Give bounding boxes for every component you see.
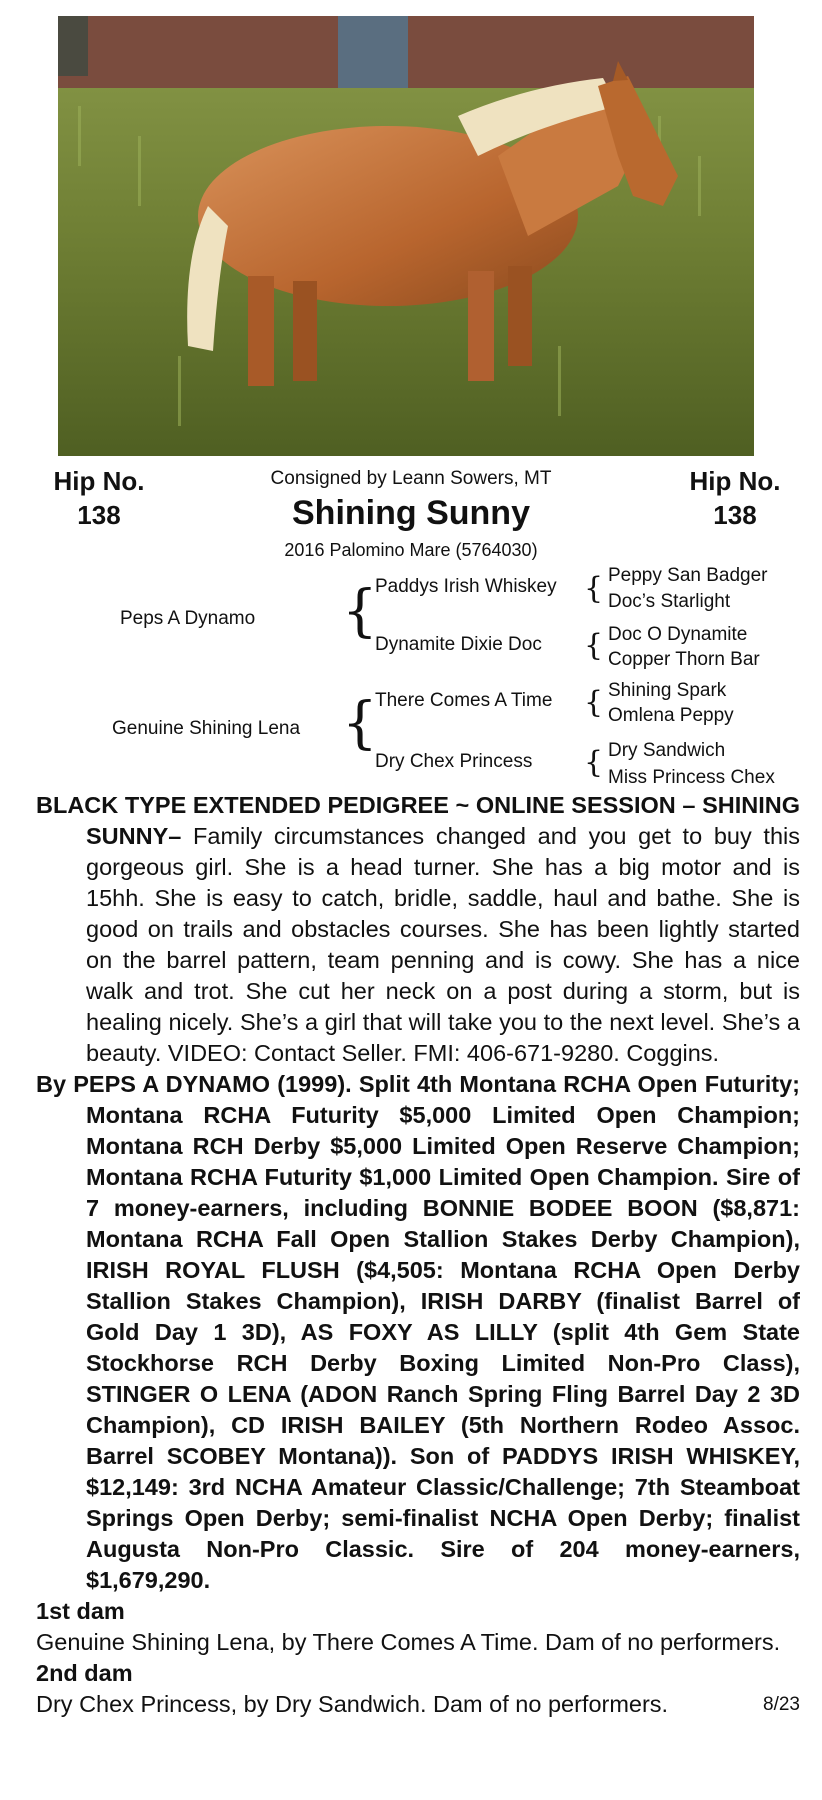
pedigree-sire-sire-sire: Peppy San Badger — [608, 565, 768, 586]
hip-number-left — [24, 464, 174, 532]
pedigree-sire-sire: Paddys Irish Whiskey — [375, 576, 557, 597]
second-dam-text: Dry Chex Princess, by Dry Sandwich. Dam of no performers. — [36, 1691, 669, 1717]
catalog-body — [36, 790, 800, 1720]
consignor: Consigned by Leann Sowers, MT — [270, 468, 552, 489]
second-dam-row — [36, 1689, 800, 1720]
hip-label: Hip No. — [53, 466, 145, 496]
horse-description-paragraph — [36, 790, 800, 1069]
horse-description: 2016 Palomino Mare (5764030) — [284, 540, 538, 560]
pedigree-dam-dam: Dry Chex Princess — [375, 751, 533, 772]
sire-record: By PEPS A DYNAMO (1999). Split 4th Montana RCHA Open Futurity; Montana RCHA Futurity $5,000 Limited Open Champion; Montana RCH Derby $5,000 Limited Open Reserve Champion; Montana RCHA Futurity $1,000 Limited Open Champion. Sire of 7 money-earners, including BONNIE BODEE BOON ($8,871: Montana RCHA Fall Open Stallion Stakes Derby Champion), IRISH ROYAL FLUSH ($4,505: Montana RCHA Open Derby Stallion Stakes Champion), IRISH DARBY (finalist Barrel of Gold Day 1 3D), AS FOXY AS LILLY (split 4th Gem State Stockhorse RCH Derby Boxing Limited Non-Pro Class), STINGER O LENA (ADON Ranch Spring Fling Barrel Day 2 3D Champion), CD IRISH BAILEY (5th Northern Rodeo Assoc. Barrel SCOBEY Montana)). Son of PADDYS IRISH WHISKEY, $12,149: 3rd NCHA Amateur Classic/Challenge; 7th Steamboat Springs Open Derby; semi-finalist NCHA Open Derby; finalist Augusta Non-Pro Classic. Sire of 204 money-earners, $1,679,290. — [36, 1071, 800, 1593]
description-lead: BLACK TYPE EXTENDED PEDIGREE ~ ONLINE SESSION – SHINING SUNNY– — [36, 792, 800, 849]
pedigree-brace: { — [342, 691, 378, 756]
pedigree-brace: { — [584, 745, 604, 780]
pedigree-dam: Genuine Shining Lena — [112, 718, 301, 739]
horse-photo — [58, 16, 754, 456]
pedigree-dam-sire-sire: Shining Spark — [608, 680, 727, 701]
horse-name: Shining Sunny — [292, 494, 530, 532]
pedigree-dam-dam-dam: Miss Princess Chex — [608, 767, 775, 788]
pedigree-sire-dam-dam: Copper Thorn Bar — [608, 649, 760, 670]
description-text: Family circumstances changed and you get to buy this gorgeous girl. She is a head turner. She has a big motor and is 15hh. She is easy to catch, bridle, saddle, haul and bathe. She is good on trails and obstacles courses. She has been lightly started on the barrel pattern, team penning and is cowy. She has a nice walk and trot. She cut her neck on a post during a storm, but is healing nicely. She’s a girl that will take you to the next level. She’s a beauty. VIDEO: Contact Seller. FMI: 406-671-9280. Coggins. — [86, 823, 800, 1066]
pedigree-brace: { — [584, 571, 604, 606]
hip-label: Hip No. — [689, 466, 781, 496]
pedigree-dam-dam-sire: Dry Sandwich — [608, 740, 726, 761]
pedigree-dam-sire: There Comes A Time — [375, 690, 553, 711]
pedigree-brace: { — [584, 685, 604, 720]
hip-number-right — [660, 464, 810, 532]
pedigree-sire: Peps A Dynamo — [120, 608, 256, 629]
pedigree-brace: { — [342, 579, 378, 644]
pedigree-dam-sire-dam: Omlena Peppy — [608, 705, 734, 726]
pedigree-brace: { — [584, 628, 604, 663]
second-dam-heading: 2nd dam — [36, 1660, 133, 1686]
pedigree-sire-dam-sire: Doc O Dynamite — [608, 624, 748, 645]
page-number: 8/23 — [763, 1694, 800, 1715]
pedigree-sire-sire-dam: Doc’s Starlight — [608, 591, 731, 612]
first-dam-heading: 1st dam — [36, 1598, 125, 1624]
pedigree-sire-dam: Dynamite Dixie Doc — [375, 634, 542, 655]
hip-value: 138 — [713, 500, 757, 530]
first-dam-text: Genuine Shining Lena, by There Comes A Time. Dam of no performers. — [36, 1629, 781, 1655]
hip-value: 138 — [77, 500, 121, 530]
